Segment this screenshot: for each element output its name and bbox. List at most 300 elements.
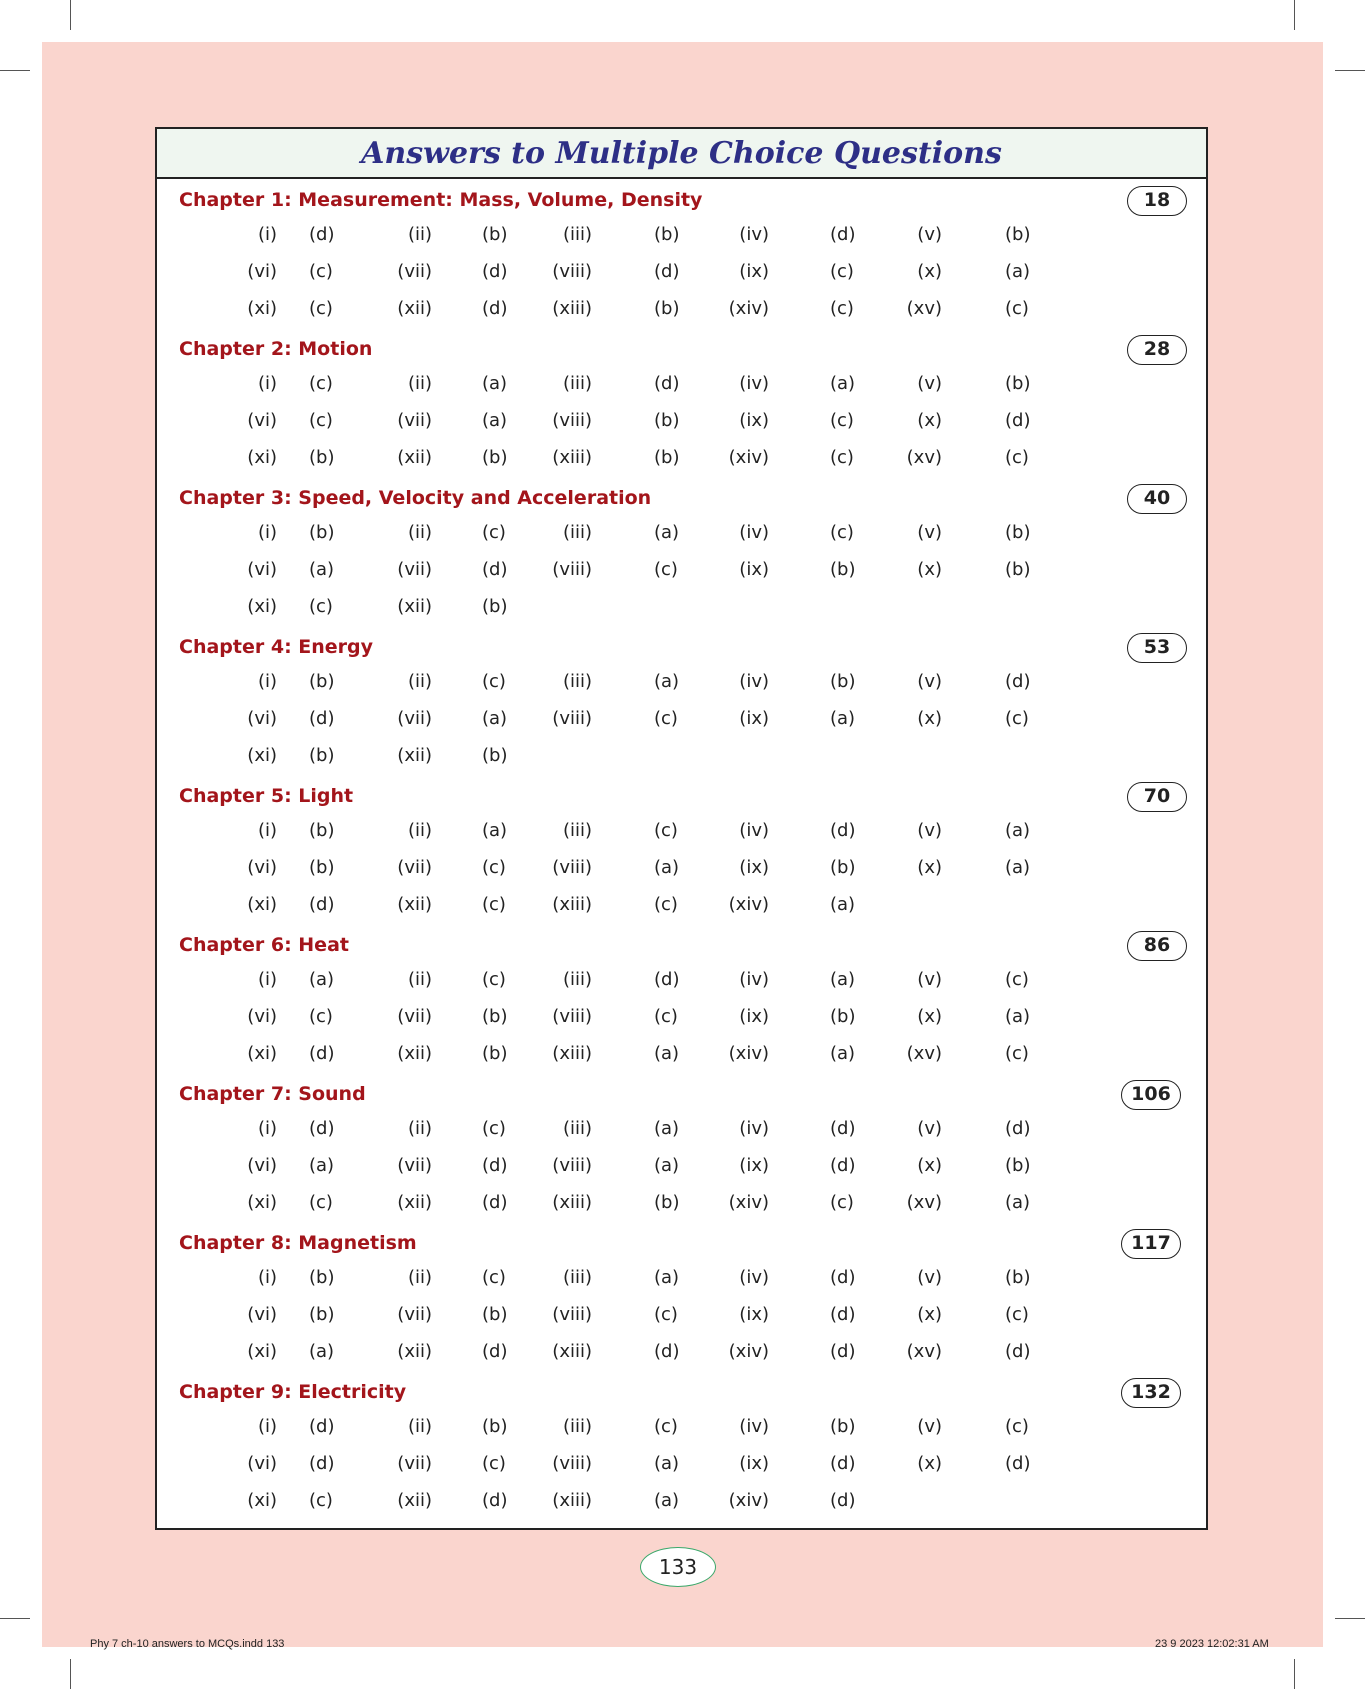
answer-row — [157, 706, 1206, 732]
question-number: (xiii) — [552, 1490, 592, 1511]
question-number: (v) — [917, 671, 942, 692]
question-number: (xiv) — [728, 1192, 769, 1213]
question-number: (iii) — [562, 224, 592, 245]
question-number: (iii) — [562, 522, 592, 543]
answer-option: (c) — [830, 410, 854, 431]
answer-option: (a) — [309, 1155, 335, 1176]
question-number: (xiii) — [552, 1192, 592, 1213]
answer-option: (a) — [1005, 857, 1031, 878]
question-number: (xiv) — [728, 1341, 769, 1362]
answer-row — [157, 557, 1206, 583]
answer-option: (b) — [1005, 559, 1031, 580]
answer-row — [157, 1414, 1206, 1440]
question-number: (v) — [917, 1416, 942, 1437]
answer-option: (b) — [309, 820, 335, 841]
chapter-section — [157, 1080, 1206, 1229]
answer-option: (a) — [654, 1118, 680, 1139]
question-number: (xiv) — [728, 298, 769, 319]
question-number: (iii) — [562, 1267, 592, 1288]
answer-row — [157, 1004, 1206, 1030]
answer-option: (d) — [830, 1155, 856, 1176]
question-number: (ix) — [739, 1304, 769, 1325]
question-number: (ix) — [739, 708, 769, 729]
question-number: (v) — [917, 224, 942, 245]
answer-option: (d) — [309, 1416, 335, 1437]
chapter-page-badge: 18 — [1127, 186, 1187, 216]
answer-option: (a) — [1005, 261, 1031, 282]
question-number: (v) — [917, 1118, 942, 1139]
answer-option: (a) — [309, 1341, 335, 1362]
question-number: (xi) — [247, 1341, 277, 1362]
question-number: (iv) — [739, 373, 769, 394]
answer-option: (c) — [482, 894, 506, 915]
question-number: (iii) — [562, 671, 592, 692]
answer-option: (a) — [830, 969, 856, 990]
answer-option: (c) — [830, 298, 854, 319]
answer-option: (c) — [309, 1006, 333, 1027]
answer-row — [157, 259, 1206, 285]
chapter-heading: Chapter 2: Motion — [179, 338, 373, 360]
answer-option: (c) — [1005, 447, 1029, 468]
answer-option: (c) — [654, 708, 678, 729]
answer-option: (a) — [482, 708, 508, 729]
answer-option: (c) — [1005, 1043, 1029, 1064]
question-number: (ii) — [407, 522, 432, 543]
answer-row — [157, 1339, 1206, 1365]
answer-option: (a) — [654, 1267, 680, 1288]
question-number: (viii) — [552, 1304, 592, 1325]
answer-option: (c) — [309, 298, 333, 319]
answer-row — [157, 296, 1206, 322]
answer-option: (d) — [654, 261, 680, 282]
chapter-page-badge: 28 — [1127, 335, 1187, 365]
answer-option: (d) — [830, 224, 856, 245]
question-number: (vii) — [397, 1453, 432, 1474]
answer-option: (a) — [830, 894, 856, 915]
answer-option: (b) — [654, 1192, 680, 1213]
answer-row — [157, 1153, 1206, 1179]
chapter-section — [157, 782, 1206, 931]
question-number: (vi) — [247, 410, 277, 431]
answer-option: (d) — [654, 1341, 680, 1362]
answer-option: (b) — [309, 745, 335, 766]
answer-option: (c) — [1005, 1304, 1029, 1325]
answer-option: (d) — [830, 1267, 856, 1288]
answer-option: (c) — [654, 1006, 678, 1027]
question-number: (iii) — [562, 1118, 592, 1139]
chapter-page-badge: 40 — [1127, 484, 1187, 514]
question-number: (xi) — [247, 745, 277, 766]
answer-option: (a) — [1005, 820, 1031, 841]
chapter-heading: Chapter 5: Light — [179, 785, 354, 807]
chapter-section — [157, 1229, 1206, 1378]
question-number: (viii) — [552, 261, 592, 282]
question-number: (v) — [917, 820, 942, 841]
question-number: (ix) — [739, 1006, 769, 1027]
question-number: (iv) — [739, 1267, 769, 1288]
answer-option: (d) — [482, 261, 508, 282]
answer-option: (b) — [309, 671, 335, 692]
question-number: (i) — [257, 969, 277, 990]
question-number: (xii) — [397, 1192, 432, 1213]
question-number: (x) — [917, 559, 942, 580]
question-number: (xi) — [247, 596, 277, 617]
question-number: (ix) — [739, 857, 769, 878]
answer-option: (b) — [830, 559, 856, 580]
answer-row — [157, 408, 1206, 434]
answer-option: (a) — [654, 1453, 680, 1474]
answer-option: (b) — [482, 745, 508, 766]
question-number: (vi) — [247, 559, 277, 580]
question-number: (ix) — [739, 261, 769, 282]
question-number: (i) — [257, 671, 277, 692]
answer-option: (d) — [830, 1453, 856, 1474]
question-number: (iii) — [562, 1416, 592, 1437]
question-number: (viii) — [552, 1453, 592, 1474]
answer-option: (a) — [654, 857, 680, 878]
question-number: (xv) — [906, 1043, 942, 1064]
answer-option: (b) — [309, 1267, 335, 1288]
question-number: (ii) — [407, 969, 432, 990]
answer-option: (b) — [654, 224, 680, 245]
answer-option: (b) — [830, 671, 856, 692]
answer-option: (d) — [654, 373, 680, 394]
question-number: (vi) — [247, 1155, 277, 1176]
answer-option: (d) — [309, 708, 335, 729]
question-number: (iii) — [562, 373, 592, 394]
question-number: (i) — [257, 224, 277, 245]
answer-option: (d) — [309, 894, 335, 915]
question-number: (iv) — [739, 1416, 769, 1437]
answer-option: (a) — [1005, 1006, 1031, 1027]
question-number: (xiii) — [552, 298, 592, 319]
answer-row — [157, 1451, 1206, 1477]
question-number: (iii) — [562, 820, 592, 841]
answer-option: (c) — [482, 522, 506, 543]
question-number: (xi) — [247, 298, 277, 319]
answer-option: (a) — [654, 522, 680, 543]
answer-row — [157, 594, 1206, 620]
chapter-section — [157, 931, 1206, 1080]
answer-option: (c) — [309, 1192, 333, 1213]
answer-option: (d) — [1005, 1341, 1031, 1362]
answer-option: (d) — [1005, 671, 1031, 692]
chapter-page-badge: 53 — [1127, 633, 1187, 663]
question-number: (xiv) — [728, 447, 769, 468]
question-number: (xiii) — [552, 1341, 592, 1362]
question-number: (iv) — [739, 969, 769, 990]
answer-row — [157, 371, 1206, 397]
question-number: (xv) — [906, 447, 942, 468]
answer-row — [157, 1190, 1206, 1216]
question-number: (xiv) — [728, 1490, 769, 1511]
answer-option: (d) — [654, 969, 680, 990]
answer-option: (d) — [309, 1043, 335, 1064]
crop-mark — [1294, 0, 1295, 30]
question-number: (v) — [917, 373, 942, 394]
answer-option: (c) — [309, 410, 333, 431]
question-number: (vii) — [397, 1304, 432, 1325]
answer-option: (c) — [654, 559, 678, 580]
question-number: (xii) — [397, 1490, 432, 1511]
answer-option: (d) — [309, 1453, 335, 1474]
question-number: (i) — [257, 1267, 277, 1288]
question-number: (xii) — [397, 298, 432, 319]
question-number: (ix) — [739, 1453, 769, 1474]
question-number: (vi) — [247, 708, 277, 729]
question-number: (vii) — [397, 1006, 432, 1027]
question-number: (iv) — [739, 1118, 769, 1139]
question-number: (vi) — [247, 1453, 277, 1474]
answer-option: (c) — [482, 671, 506, 692]
answer-option: (d) — [1005, 1453, 1031, 1474]
answer-option: (c) — [830, 447, 854, 468]
question-number: (x) — [917, 1453, 942, 1474]
answer-option: (c) — [1005, 1416, 1029, 1437]
question-number: (iv) — [739, 224, 769, 245]
answer-option: (a) — [654, 671, 680, 692]
answer-option: (a) — [654, 1155, 680, 1176]
crop-mark — [1335, 70, 1365, 71]
answer-option: (b) — [1005, 1267, 1031, 1288]
answer-option: (b) — [1005, 373, 1031, 394]
question-number: (xv) — [906, 1341, 942, 1362]
answer-option: (c) — [830, 1192, 854, 1213]
answer-option: (b) — [830, 1006, 856, 1027]
answer-option: (b) — [1005, 1155, 1031, 1176]
question-number: (iv) — [739, 522, 769, 543]
answer-option: (a) — [830, 1043, 856, 1064]
question-number: (xii) — [397, 894, 432, 915]
answers-box — [155, 127, 1208, 1530]
question-number: (viii) — [552, 857, 592, 878]
question-number: (x) — [917, 410, 942, 431]
chapter-page-badge: 106 — [1121, 1080, 1181, 1110]
answer-option: (a) — [1005, 1192, 1031, 1213]
answer-option: (d) — [309, 1118, 335, 1139]
question-number: (viii) — [552, 559, 592, 580]
question-number: (vii) — [397, 261, 432, 282]
answer-option: (b) — [482, 1043, 508, 1064]
question-number: (viii) — [552, 708, 592, 729]
answer-option: (c) — [309, 373, 333, 394]
chapter-section — [157, 633, 1206, 782]
answer-option: (c) — [654, 1416, 678, 1437]
answer-option: (b) — [482, 1304, 508, 1325]
question-number: (vii) — [397, 410, 432, 431]
question-number: (i) — [257, 1118, 277, 1139]
answer-option: (b) — [482, 1006, 508, 1027]
question-number: (iv) — [739, 820, 769, 841]
answer-row — [157, 669, 1206, 695]
question-number: (ix) — [739, 1155, 769, 1176]
answer-option: (d) — [482, 1341, 508, 1362]
chapter-section — [157, 1378, 1206, 1527]
answer-option: (b) — [482, 224, 508, 245]
question-number: (ix) — [739, 559, 769, 580]
crop-mark — [1335, 1618, 1365, 1619]
answer-option: (c) — [1005, 708, 1029, 729]
chapter-page-badge: 132 — [1121, 1378, 1181, 1408]
answer-option: (d) — [830, 1118, 856, 1139]
answer-row — [157, 1488, 1206, 1514]
chapter-heading: Chapter 4: Energy — [179, 636, 374, 658]
question-number: (ii) — [407, 224, 432, 245]
answer-option: (b) — [309, 447, 335, 468]
question-number: (xi) — [247, 1192, 277, 1213]
answer-option: (d) — [482, 559, 508, 580]
answer-option: (c) — [309, 261, 333, 282]
answer-option: (b) — [309, 1304, 335, 1325]
question-number: (i) — [257, 1416, 277, 1437]
answer-option: (b) — [654, 298, 680, 319]
answer-option: (c) — [309, 1490, 333, 1511]
question-number: (ii) — [407, 373, 432, 394]
question-number: (xi) — [247, 447, 277, 468]
question-number: (x) — [917, 1155, 942, 1176]
question-number: (iv) — [739, 671, 769, 692]
page-number: 133 — [640, 1547, 716, 1587]
answer-option: (a) — [482, 820, 508, 841]
chapter-page-badge: 86 — [1127, 931, 1187, 961]
answer-option: (c) — [654, 894, 678, 915]
question-number: (xi) — [247, 1043, 277, 1064]
question-number: (i) — [257, 820, 277, 841]
answer-option: (c) — [1005, 969, 1029, 990]
answer-option: (b) — [654, 447, 680, 468]
answer-option: (d) — [830, 1341, 856, 1362]
chapter-page-badge: 117 — [1121, 1229, 1181, 1259]
question-number: (viii) — [552, 410, 592, 431]
answer-option: (c) — [482, 969, 506, 990]
answer-option: (d) — [482, 298, 508, 319]
answer-option: (c) — [482, 857, 506, 878]
answer-option: (c) — [482, 1453, 506, 1474]
question-number: (v) — [917, 522, 942, 543]
answer-option: (d) — [309, 224, 335, 245]
answer-option: (c) — [830, 522, 854, 543]
question-number: (i) — [257, 373, 277, 394]
answer-row — [157, 1302, 1206, 1328]
question-number: (xv) — [906, 1192, 942, 1213]
page-title: Answers to Multiple Choice Questions — [157, 129, 1206, 179]
answer-option: (b) — [309, 522, 335, 543]
answer-row — [157, 1041, 1206, 1067]
question-number: (vi) — [247, 261, 277, 282]
question-number: (xii) — [397, 745, 432, 766]
question-number: (ix) — [739, 410, 769, 431]
answer-option: (b) — [830, 1416, 856, 1437]
question-number: (xii) — [397, 447, 432, 468]
question-number: (x) — [917, 1006, 942, 1027]
answer-row — [157, 743, 1206, 769]
crop-mark — [1294, 1659, 1295, 1689]
answer-option: (d) — [1005, 1118, 1031, 1139]
slug-right: 23 9 2023 12:02:31 AM — [1155, 1638, 1269, 1650]
question-number: (ii) — [407, 1267, 432, 1288]
crop-mark — [70, 1659, 71, 1689]
answer-row — [157, 892, 1206, 918]
answer-option: (c) — [309, 596, 333, 617]
answer-row — [157, 1116, 1206, 1142]
question-number: (vi) — [247, 1304, 277, 1325]
answer-option: (d) — [482, 1192, 508, 1213]
question-number: (viii) — [552, 1006, 592, 1027]
question-number: (vii) — [397, 708, 432, 729]
answer-option: (a) — [482, 410, 508, 431]
question-number: (xiv) — [728, 1043, 769, 1064]
question-number: (v) — [917, 1267, 942, 1288]
question-number: (vi) — [247, 1006, 277, 1027]
answer-row — [157, 967, 1206, 993]
answer-option: (d) — [830, 820, 856, 841]
chapter-heading: Chapter 9: Electricity — [179, 1381, 407, 1403]
question-number: (x) — [917, 261, 942, 282]
chapter-heading: Chapter 6: Heat — [179, 934, 349, 956]
answer-option: (c) — [830, 261, 854, 282]
answer-option: (d) — [830, 1490, 856, 1511]
question-number: (xi) — [247, 894, 277, 915]
question-number: (x) — [917, 1304, 942, 1325]
question-number: (xii) — [397, 1341, 432, 1362]
question-number: (iii) — [562, 969, 592, 990]
chapter-section — [157, 186, 1206, 335]
answer-option: (b) — [309, 857, 335, 878]
answer-option: (c) — [654, 820, 678, 841]
answer-row — [157, 1265, 1206, 1291]
question-number: (ii) — [407, 1118, 432, 1139]
answer-option: (d) — [1005, 410, 1031, 431]
question-number: (vii) — [397, 857, 432, 878]
answer-row — [157, 855, 1206, 881]
answer-option: (b) — [482, 447, 508, 468]
question-number: (ii) — [407, 671, 432, 692]
question-number: (vii) — [397, 1155, 432, 1176]
answer-row — [157, 445, 1206, 471]
answer-option: (c) — [1005, 298, 1029, 319]
answer-option: (c) — [482, 1118, 506, 1139]
answer-option: (d) — [482, 1490, 508, 1511]
question-number: (viii) — [552, 1155, 592, 1176]
question-number: (xi) — [247, 1490, 277, 1511]
answer-option: (b) — [482, 1416, 508, 1437]
question-number: (ii) — [407, 1416, 432, 1437]
question-number: (xiii) — [552, 894, 592, 915]
question-number: (xii) — [397, 1043, 432, 1064]
answer-option: (d) — [830, 1304, 856, 1325]
chapter-heading: Chapter 3: Speed, Velocity and Acceleration — [179, 487, 652, 509]
slug-left: Phy 7 ch-10 answers to MCQs.indd 133 — [90, 1638, 285, 1650]
answer-option: (a) — [309, 969, 335, 990]
answer-option: (a) — [482, 373, 508, 394]
chapter-page-badge: 70 — [1127, 782, 1187, 812]
answer-row — [157, 222, 1206, 248]
question-number: (vi) — [247, 857, 277, 878]
answer-option: (a) — [309, 559, 335, 580]
answer-row — [157, 520, 1206, 546]
question-number: (xv) — [906, 298, 942, 319]
crop-mark — [0, 70, 30, 71]
chapter-heading: Chapter 8: Magnetism — [179, 1232, 417, 1254]
chapter-heading: Chapter 1: Measurement: Mass, Volume, Density — [179, 189, 703, 211]
chapter-section — [157, 335, 1206, 484]
question-number: (i) — [257, 522, 277, 543]
question-number: (ii) — [407, 820, 432, 841]
answer-option: (c) — [654, 1304, 678, 1325]
answer-option: (b) — [830, 857, 856, 878]
chapter-section — [157, 484, 1206, 633]
chapter-heading: Chapter 7: Sound — [179, 1083, 366, 1105]
